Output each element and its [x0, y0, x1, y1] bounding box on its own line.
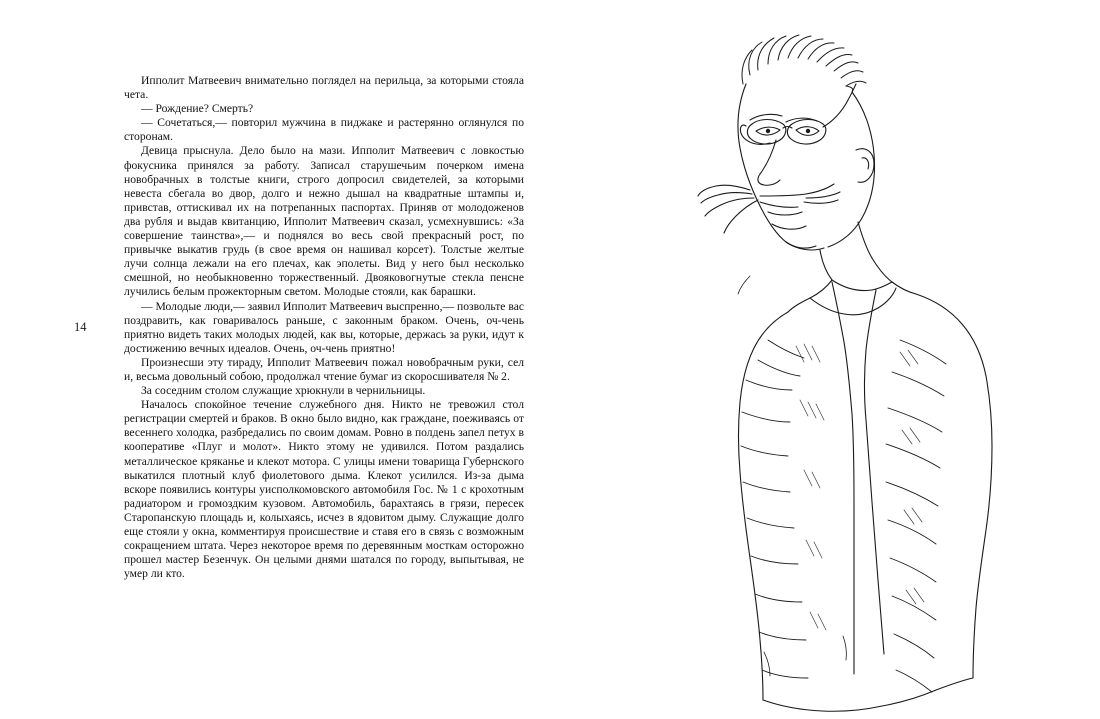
paragraph-dialogue: — Рождение? Смерть? — [141, 102, 254, 116]
paragraph: Началось спокойное течение служебного дня. Никто не тревожил стол регистрации смертей и браков. В окно было видно, как граждане, поеживаясь от весеннего холодка, разбредались по своим домам. Ровно в полдень запел петух в кооперативе «Плуг и молот». Никто этому не удивился. Потом раздались металлическое кряканье и клекот мотора. С улицы имени товарища Губернского выкатился плотный клуб фиолетового дыма. Клекот усилился. Из-за дыма вскоре появились контуры уисполкомовского автомобиля Гос. № 1 с крохотным радиатором и громоздким кузовом. Автомобиль, барахтаясь в грязи, пересек Старопанскую площадь и, колыхаясь, исчез в ядовитом дыму. Служащие долго еще стояли у окна, комментируя происшествие и ставя его в связь с возможным сокращением штата. Через некоторое время по деревянным мосткам осторожно прошел мастер Безенчук. Он целыми днями шатался по городу, выпытывая, не умер ли кто. — [124, 398, 524, 581]
stray-strokes — [738, 276, 846, 676]
moustache-icon — [698, 184, 840, 233]
pince-nez-icon — [740, 84, 856, 144]
paragraph: Произнесши эту тираду, Ипполит Матвеевич пожал новобрачным руки, сел и, весьма довольный собою, продолжал чтение бумаг из скоросшивателя № 2. — [124, 355, 524, 383]
shading-hatching — [796, 344, 924, 630]
neck-and-collar — [788, 222, 916, 312]
paragraph-dialogue: — Сочетаться,— повторил мужчина в пиджаке и растерянно оглянулся по сторонам. — [124, 116, 524, 144]
illustration-line-drawing — [600, 0, 1100, 719]
paragraph: Ипполит Матвеевич внимательно поглядел на перильца, за которыми стояла чета. — [124, 74, 524, 102]
page-number: 14 — [74, 320, 87, 334]
hair-icon — [742, 35, 866, 86]
ear-icon — [856, 149, 874, 183]
paragraph: Девица прыснула. Дело было на мази. Ипполит Матвеевич с ловкостью фокусника принялся за работу. Записал старушечьим почерком имена новобрачных в толстые книги, строго допросил свидетелей, за которыми невеста сбегала во двор, долго и нежно дышал на квадратные штампы и, привстав, оттискивал их на потрепанных паспортах. Приняв от молодоженов два рубля и выдав квитанцию, Ипполит Матвеевич сказал, усмехнувшись: «За совершение таинства»,— и поднялся во весь свой прекрасный рост, по привычке выкатив грудь (в свое время он нашивал корсет). Толстые желтые лучи солнца лежали на его плечах, как эполеты. Вид у него был несколько смешной, но необыкновенно торжественный. Двояковогнутые стекла пенсне лучились белым прожекторным светом. Молодые стояли, как барашки. — [124, 144, 524, 299]
paragraph: — Молодые люди,— заявил Ипполит Матвеевич выспренно,— позвольте вас поздравить, как говаривалось раньше, с законным браком. Очень, оч-чень приятно видеть таких молодых людей, как вы, которые, держась за руки, идут к достижению вечных идеалов. Очень, оч-чень приятно! — [124, 299, 524, 355]
paragraph: За соседним столом служащие хрюкнули в чернильницы. — [141, 384, 426, 398]
sleeve-folds — [741, 340, 946, 692]
jacket-bottom-hem — [763, 678, 973, 711]
nose-icon — [758, 140, 780, 185]
head-outline — [738, 84, 875, 250]
body-text-column — [124, 74, 524, 581]
